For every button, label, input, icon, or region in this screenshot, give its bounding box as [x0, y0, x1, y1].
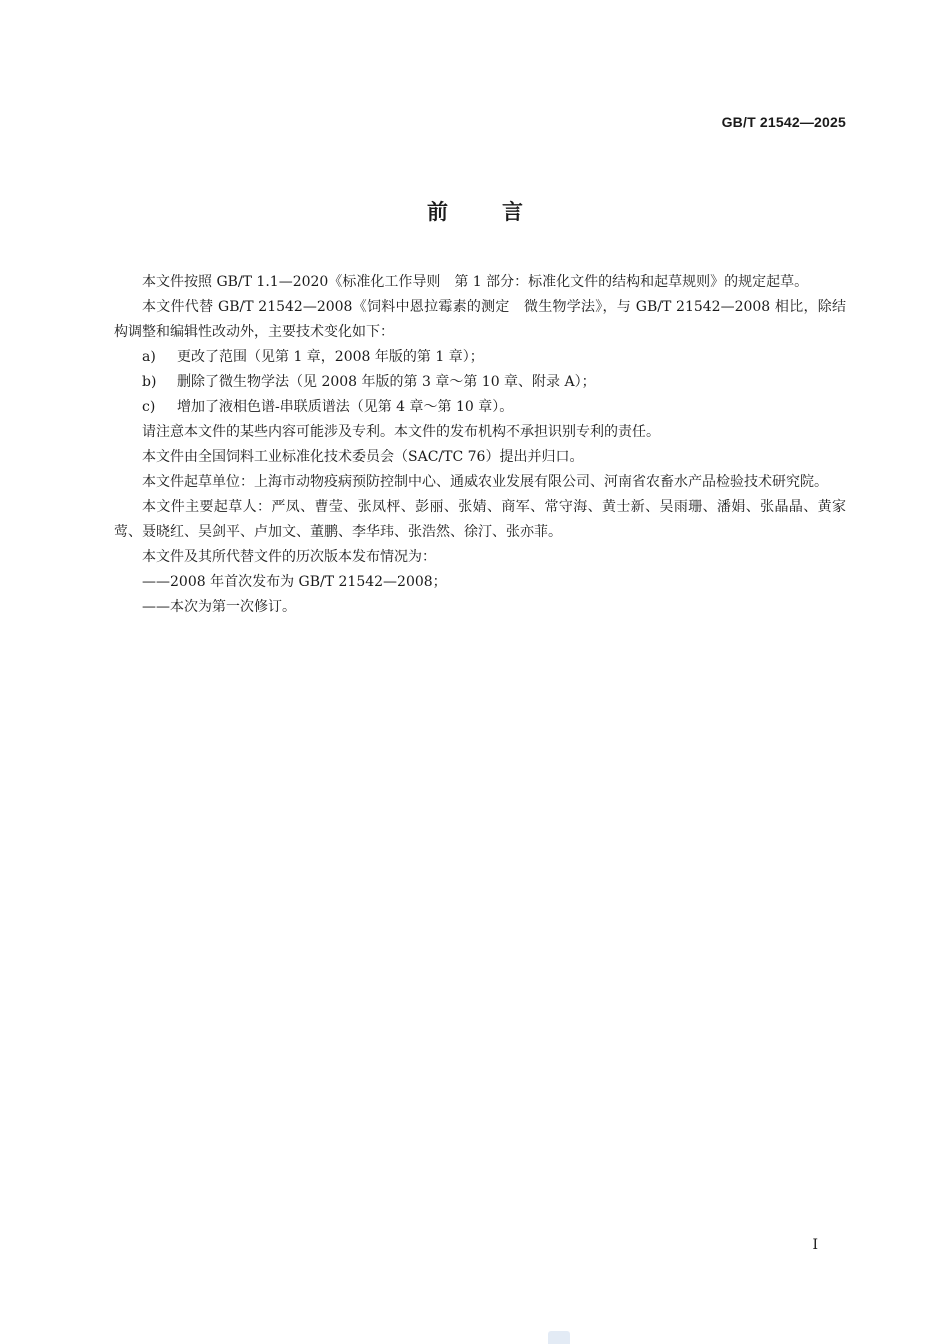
list-item	[114, 395, 846, 420]
list-item-marker: a)	[142, 349, 156, 365]
watermark-mark	[548, 1331, 570, 1344]
list-item-marker: b)	[142, 374, 157, 390]
paragraph-drafting-units: 本文件起草单位：上海市动物疫病预防控制中心、通威农业发展有限公司、河南省农畜水产品检验技术研究院。	[142, 474, 828, 490]
list-item	[114, 370, 846, 395]
page-number: I	[812, 1237, 818, 1253]
paragraph-drafters: 本文件主要起草人：严凤、曹莹、张凤枰、彭丽、张婧、商军、常守海、黄士新、吴雨珊、潘娟、张晶晶、黄家莺、聂晓红、吴剑平、卢加文、董鹏、李华玮、张浩然、徐汀、张亦菲。	[114, 499, 846, 540]
history-item: ——2008 年首次发布为 GB/T 21542—2008；	[142, 574, 447, 590]
list-item-marker: c)	[142, 399, 156, 415]
paragraph-committee: 本文件由全国饲料工业标准化技术委员会（SAC/TC 76）提出并归口。	[142, 449, 584, 465]
paragraph-patent-notice: 请注意本文件的某些内容可能涉及专利。本文件的发布机构不承担识别专利的责任。	[142, 424, 660, 440]
list-item-text: 更改了范围（见第 1 章，2008 年版的第 1 章）；	[177, 349, 484, 365]
paragraph-version-history: 本文件及其所代替文件的历次版本发布情况为：	[142, 549, 436, 565]
foreword-body	[114, 270, 846, 620]
history-item: ——本次为第一次修订。	[142, 599, 296, 615]
list-item	[114, 345, 846, 370]
document-code: GB/T 21542—2025	[721, 114, 846, 130]
list-item-text: 删除了微生物学法（见 2008 年版的第 3 章～第 10 章、附录 A）；	[177, 374, 596, 390]
page-title: 前言	[427, 200, 577, 224]
paragraph-replacement: 本文件代替 GB/T 21542—2008《饲料中恩拉霉素的测定 微生物学法》，与 GB/T 21542—2008 相比，除结构调整和编辑性改动外，主要技术变化如下：	[114, 299, 846, 340]
paragraph-drafting-rules: 本文件按照 GB/T 1.1—2020《标准化工作导则 第 1 部分：标准化文件的结构和起草规则》的规定起草。	[142, 274, 809, 290]
list-item-text: 增加了液相色谱-串联质谱法（见第 4 章～第 10 章）。	[177, 399, 514, 415]
